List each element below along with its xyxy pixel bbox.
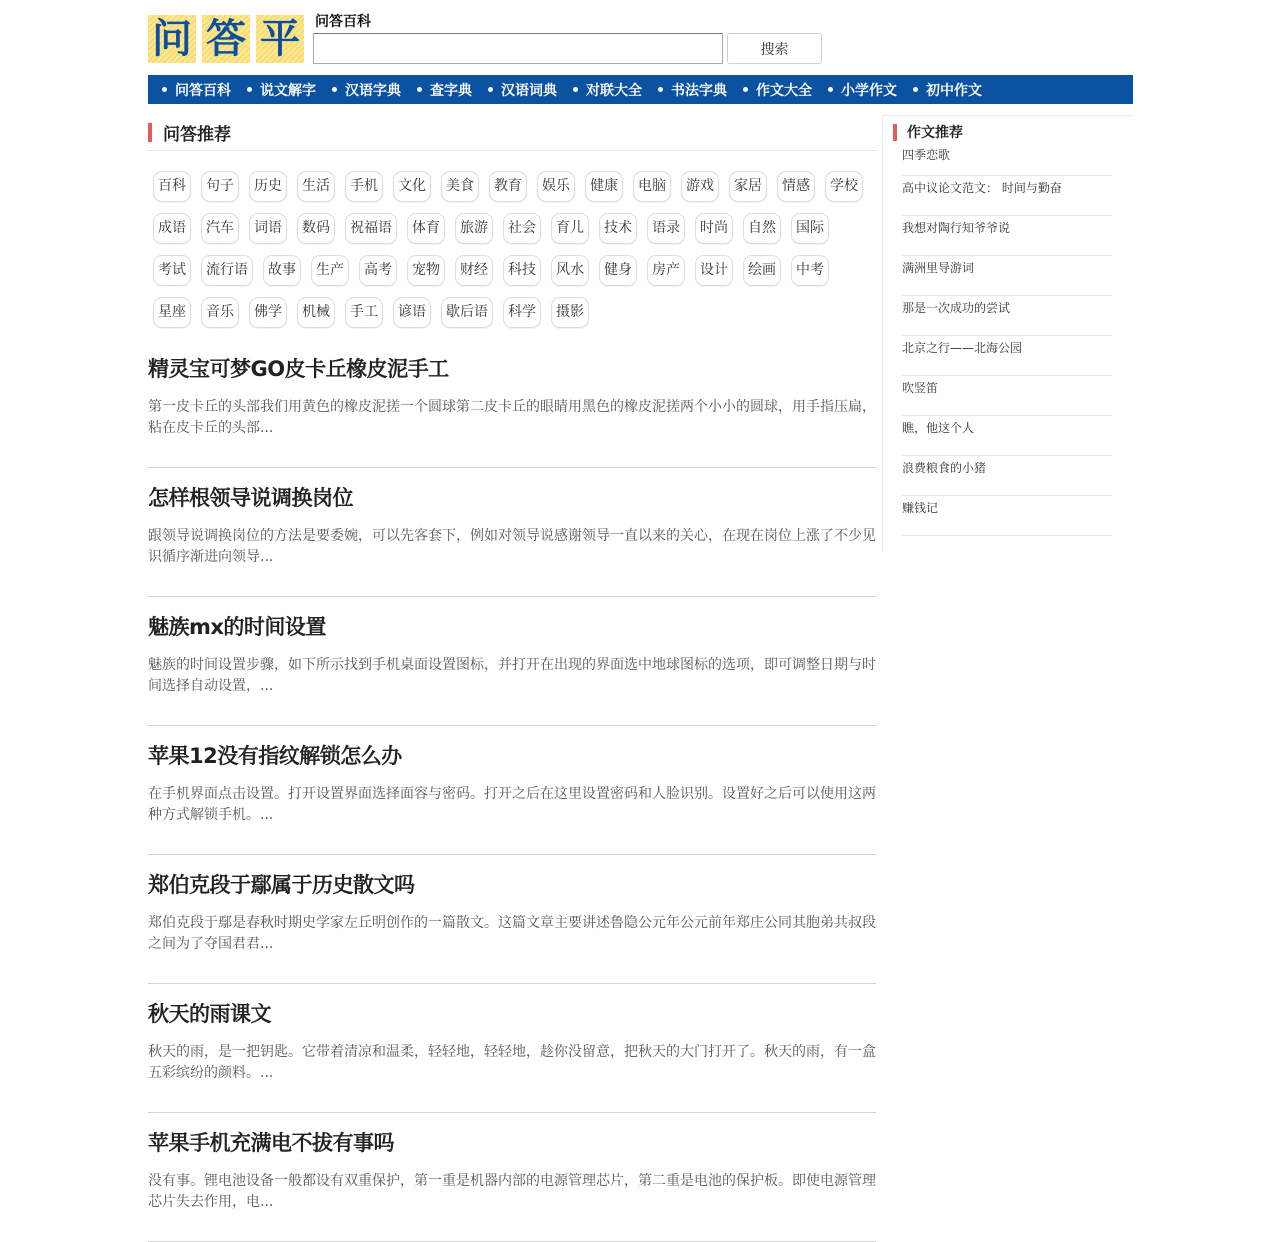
page-wrapper	[148, 0, 1133, 1210]
sidebar-link[interactable]: 瞧，他这个人	[902, 416, 1112, 456]
bullet-icon	[913, 87, 918, 92]
bullet-icon	[332, 87, 337, 92]
sidebar-list	[883, 143, 1112, 536]
tag-link[interactable]: 财经	[455, 255, 493, 286]
article-summary: 魅族的时间设置步骤，如下所示找到手机桌面设置图标，并打开在出现的界面选中地球图标的选项，即可调整日期与时间选择自动设置，...	[148, 657, 876, 694]
nav-item-label: 初中作文	[926, 82, 982, 99]
sidebar-link[interactable]: 四季恋歌	[902, 143, 1112, 176]
nav-item-hanyucidian[interactable]	[488, 80, 557, 100]
sidebar-link[interactable]: 吹竖笛	[902, 376, 1112, 416]
sidebar-link[interactable]: 赚钱记	[902, 496, 1112, 536]
tag-link[interactable]: 考试	[153, 255, 191, 286]
nav-item-xiaoxuezuowen[interactable]	[828, 80, 897, 100]
tag-link[interactable]: 房产	[647, 255, 685, 286]
article-title[interactable]: 苹果手机充满电不拔有事吗	[148, 1131, 394, 1155]
logo-char: 平	[256, 15, 304, 63]
sidebar-link[interactable]: 浪费粮食的小猪	[902, 456, 1112, 496]
nav-item-shuowenjiezi[interactable]	[247, 80, 316, 100]
tag-link[interactable]: 历史	[249, 171, 287, 202]
nav-item-label: 小学作文	[841, 82, 897, 99]
tag-link[interactable]: 科技	[503, 255, 541, 286]
nav-item-label: 汉语词典	[501, 82, 557, 99]
main-content	[148, 115, 876, 1242]
tag-link[interactable]: 育儿	[551, 213, 589, 244]
tag-link[interactable]: 电脑	[633, 171, 671, 202]
bullet-icon	[247, 87, 252, 92]
tag-link[interactable]: 时尚	[695, 213, 733, 244]
sidebar-link[interactable]: 北京之行——北海公园	[902, 336, 1112, 376]
tag-link[interactable]: 成语	[153, 213, 191, 244]
tag-link[interactable]: 音乐	[201, 297, 239, 328]
sidebar-link[interactable]: 高中议论文范文： 时间与勤奋	[902, 176, 1112, 216]
article-item	[148, 855, 876, 984]
tag-link[interactable]: 祝福语	[345, 213, 397, 244]
tag-link[interactable]: 摄影	[551, 297, 589, 328]
tag-link[interactable]: 汽车	[201, 213, 239, 244]
nav-item-hanyuzidian[interactable]	[332, 80, 401, 100]
search-input[interactable]	[313, 33, 723, 64]
tag-link[interactable]: 体育	[407, 213, 445, 244]
search-button[interactable]: 搜索	[727, 33, 822, 64]
tag-link[interactable]: 娱乐	[537, 171, 575, 202]
tag-link[interactable]: 游戏	[681, 171, 719, 202]
tag-link[interactable]: 词语	[249, 213, 287, 244]
bullet-icon	[488, 87, 493, 92]
nav-item-label: 问答百科	[175, 82, 231, 99]
tag-link[interactable]: 美食	[441, 171, 479, 202]
section-header	[148, 115, 876, 151]
tag-link[interactable]: 自然	[743, 213, 781, 244]
sidebar-link[interactable]: 我想对陶行知爷爷说	[902, 216, 1112, 256]
tag-link[interactable]: 故事	[263, 255, 301, 286]
tag-cloud	[148, 151, 876, 339]
tag-link[interactable]: 社会	[503, 213, 541, 244]
tag-link[interactable]: 佛学	[249, 297, 287, 328]
sidebar-link[interactable]: 那是一次成功的尝试	[902, 296, 1112, 336]
article-title[interactable]: 魅族mx的时间设置	[148, 615, 326, 639]
tag-link[interactable]: 生产	[311, 255, 349, 286]
tag-link[interactable]: 高考	[359, 255, 397, 286]
nav-item-chuzhongzuowen[interactable]	[913, 80, 982, 100]
article-summary: 郑伯克段于鄢是春秋时期史学家左丘明创作的一篇散文。这篇文章主要讲述鲁隐公元年公元前年郑庄公同其胞弟共叔段之间为了夺国君君...	[148, 915, 876, 952]
bullet-icon	[658, 87, 663, 92]
article-summary: 秋天的雨，是一把钥匙。它带着清凉和温柔，轻轻地，轻轻地，趁你没留意，把秋天的大门打开了。秋天的雨，有一盒五彩缤纷的颜料。...	[148, 1044, 876, 1081]
article-item	[148, 726, 876, 855]
nav-item-chazidian[interactable]	[417, 80, 472, 100]
article-title[interactable]: 怎样根领导说调换岗位	[148, 486, 353, 510]
nav-item-duiliandaquan[interactable]	[573, 80, 642, 100]
tag-link[interactable]: 歇后语	[441, 297, 493, 328]
article-summary: 在手机界面点击设置。打开设置界面选择面容与密码。打开之后在这里设置密码和人脸识别。设置好之后可以使用这两种方式解锁手机。...	[148, 786, 876, 823]
tag-link[interactable]: 数码	[297, 213, 335, 244]
section-title: 问答推荐	[163, 125, 231, 145]
tag-link[interactable]: 设计	[695, 255, 733, 286]
tag-link[interactable]: 健康	[585, 171, 623, 202]
sidebar-link[interactable]: 满洲里导游词	[902, 256, 1112, 296]
site-name: 问答百科	[315, 14, 371, 30]
tag-link[interactable]: 手机	[345, 171, 383, 202]
nav-item-shufazidian[interactable]	[658, 80, 727, 100]
nav-item-label: 汉语字典	[345, 82, 401, 99]
main-nav	[148, 75, 1133, 104]
tag-link[interactable]: 情感	[777, 171, 815, 202]
tag-link[interactable]: 宠物	[407, 255, 445, 286]
tag-link[interactable]: 风水	[551, 255, 589, 286]
accent-bar	[893, 124, 897, 141]
tag-link[interactable]: 语录	[647, 213, 685, 244]
bullet-icon	[162, 87, 167, 92]
article-summary: 没有事。锂电池设备一般都设有双重保护，第一重是机器内部的电源管理芯片，第二重是电池的保护板。即使电源管理芯片失去作用，电...	[148, 1173, 876, 1210]
nav-item-label: 对联大全	[586, 82, 642, 99]
tag-link[interactable]: 绘画	[743, 255, 781, 286]
tag-link[interactable]: 旅游	[455, 213, 493, 244]
bullet-icon	[417, 87, 422, 92]
tag-link[interactable]: 谚语	[393, 297, 431, 328]
nav-item-zuowendaquan[interactable]	[743, 80, 812, 100]
bullet-icon	[828, 87, 833, 92]
tag-link[interactable]: 星座	[153, 297, 191, 328]
article-summary: 跟领导说调换岗位的方法是要委婉，可以先客套下，例如对领导说感谢领导一直以来的关心，在现在岗位上涨了不少见识循序渐进向领导...	[148, 528, 876, 565]
article-summary: 第一皮卡丘的头部我们用黄色的橡皮泥搓一个圆球第二皮卡丘的眼睛用黑色的橡皮泥搓两个小小的圆球，用手指压扁，粘在皮卡丘的头部...	[148, 399, 876, 436]
tag-link[interactable]: 机械	[297, 297, 335, 328]
article-title[interactable]: 秋天的雨课文	[148, 1002, 271, 1026]
article-title[interactable]: 苹果12没有指纹解锁怎么办	[148, 744, 402, 768]
tag-link[interactable]: 技术	[599, 213, 637, 244]
article-title[interactable]: 郑伯克段于鄢属于历史散文吗	[148, 873, 415, 897]
tag-link[interactable]: 家居	[729, 171, 767, 202]
sidebar	[882, 115, 1133, 552]
accent-bar	[148, 123, 152, 142]
logo-char: 问	[148, 15, 196, 63]
article-item	[148, 339, 876, 468]
article-item	[148, 984, 876, 1113]
bullet-icon	[743, 87, 748, 92]
logo-char: 答	[202, 15, 250, 63]
article-list	[148, 339, 876, 1242]
tag-link[interactable]: 中考	[791, 255, 829, 286]
nav-item-label: 作文大全	[756, 82, 812, 99]
tag-link[interactable]: 教育	[489, 171, 527, 202]
tag-link[interactable]: 科学	[503, 297, 541, 328]
tag-link[interactable]: 流行语	[201, 255, 253, 286]
nav-item-label: 查字典	[430, 82, 472, 99]
bullet-icon	[573, 87, 578, 92]
tag-link[interactable]: 句子	[201, 171, 239, 202]
sidebar-title: 作文推荐	[907, 125, 963, 141]
nav-item-wendabaike[interactable]	[162, 80, 231, 100]
header	[148, 0, 1133, 75]
article-item	[148, 597, 876, 726]
nav-item-label: 书法字典	[671, 82, 727, 99]
tag-link[interactable]: 生活	[297, 171, 335, 202]
tag-link[interactable]: 学校	[825, 171, 863, 202]
tag-link[interactable]: 文化	[393, 171, 431, 202]
article-title[interactable]: 精灵宝可梦GO皮卡丘橡皮泥手工	[148, 357, 449, 381]
tag-link[interactable]: 百科	[153, 171, 191, 202]
tag-link[interactable]: 国际	[791, 213, 829, 244]
nav-item-label: 说文解字	[260, 82, 316, 99]
article-item	[148, 468, 876, 597]
tag-link[interactable]: 健身	[599, 255, 637, 286]
tag-link[interactable]: 手工	[345, 297, 383, 328]
site-logo[interactable]	[148, 15, 304, 63]
article-item	[148, 1113, 876, 1242]
